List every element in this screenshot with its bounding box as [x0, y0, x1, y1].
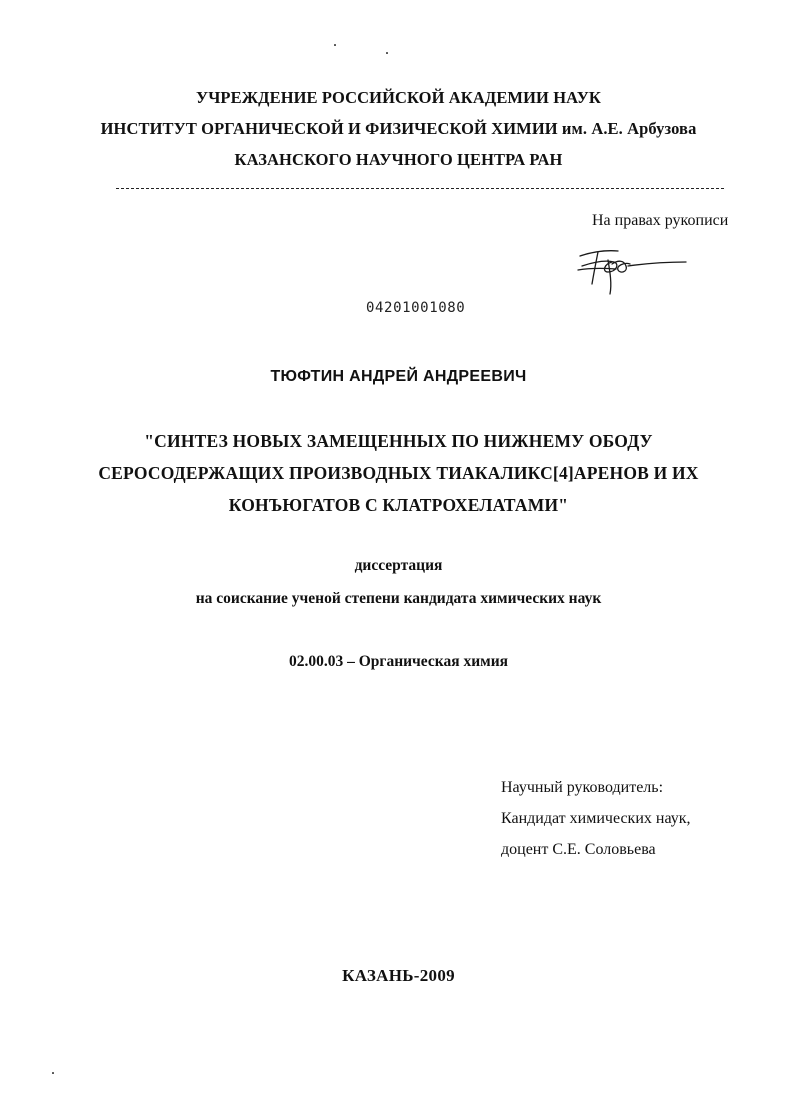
dissertation-title-line-2: СЕРОСОДЕРЖАЩИХ ПРОИЗВОДНЫХ ТИАКАЛИКС[4]АРЕНОВ И ИХ	[98, 463, 699, 483]
institution-line-1: УЧРЕЖДЕНИЕ РОССИЙСКОЙ АКАДЕМИИ НАУК	[196, 88, 601, 107]
dissertation-title-line-3: КОНЪЮГАТОВ С КЛАТРОХЕЛАТАМИ"	[228, 495, 569, 515]
dissertation-title-line-1: "СИНТЕЗ НОВЫХ ЗАМЕЩЕННЫХ ПО НИЖНЕМУ ОБОДУ	[144, 431, 653, 451]
author-name: ТЮФТИН АНДРЕЙ АНДРЕЕВИЧ	[270, 368, 527, 385]
institution-line-3: КАЗАНСКОГО НАУЧНОГО ЦЕНТРА РАН	[234, 150, 563, 169]
manuscript-rights: На правах рукописи	[592, 212, 729, 229]
work-type: диссертация	[354, 557, 443, 574]
scan-speck	[52, 1072, 54, 1074]
supervisor-label: Научный руководитель:	[501, 779, 664, 796]
specialty: 02.00.03 – Органическая химия	[288, 653, 509, 670]
supervisor-name: доцент С.Е. Соловьева	[501, 841, 656, 858]
degree-sought: на соискание ученой степени кандидата химических наук	[195, 590, 602, 607]
supervisor-degree: Кандидат химических наук,	[501, 810, 691, 827]
scan-speck	[386, 52, 388, 54]
registration-number: 04201001080	[366, 300, 466, 316]
scan-speck	[334, 44, 336, 46]
city-year: КАЗАНЬ-2009	[342, 966, 455, 985]
author-signature	[572, 242, 692, 298]
header-divider	[116, 188, 724, 189]
institution-line-2: ИНСТИТУТ ОРГАНИЧЕСКОЙ И ФИЗИЧЕСКОЙ ХИМИИ им. А.Е. Арбузова	[100, 119, 697, 138]
